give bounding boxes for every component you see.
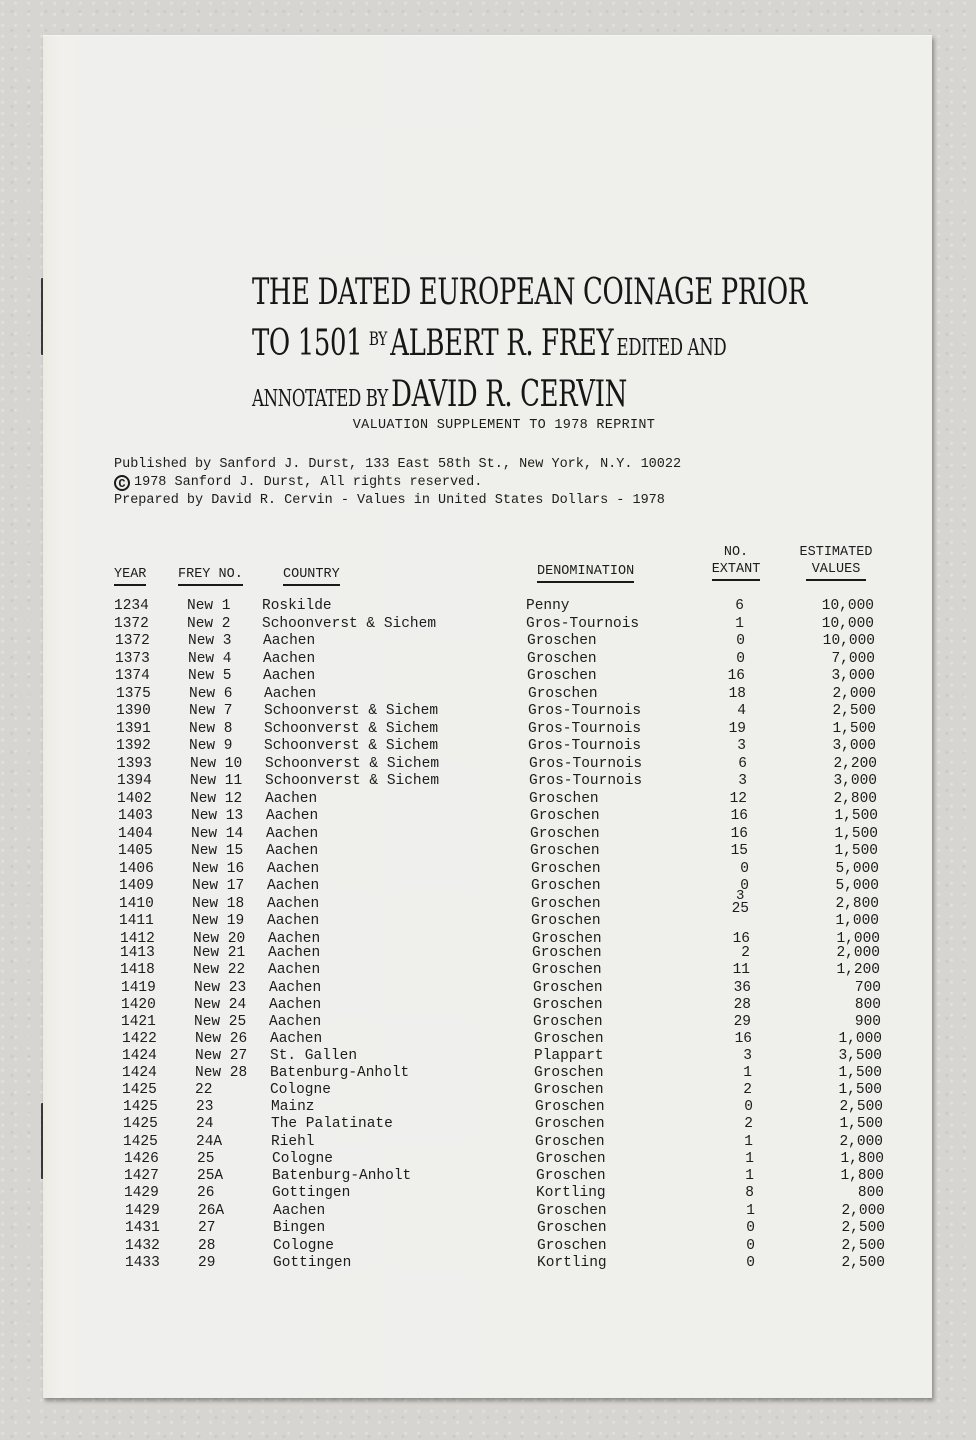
cell-no-extant: 2 xyxy=(743,1082,752,1098)
cell-denomination: Groschen xyxy=(531,896,601,912)
cell-estimated-value: 2,500 xyxy=(841,1238,885,1254)
header-label: ESTIMATED xyxy=(799,545,873,560)
cell-denomination: Groschen xyxy=(537,1220,607,1236)
cell-year: 1374 xyxy=(115,668,150,684)
title-text: THE DATED EUROPEAN COINAGE PRIOR xyxy=(252,272,807,313)
header-label: COUNTRY xyxy=(283,566,340,586)
cell-estimated-value: 1,800 xyxy=(840,1151,884,1167)
cell-country: Aachen xyxy=(269,997,322,1013)
cell-no-extant: 15 xyxy=(730,843,748,859)
cell-year: 1402 xyxy=(117,791,152,807)
cell-estimated-value: 1,500 xyxy=(838,1065,882,1081)
cell-frey-no: 29 xyxy=(198,1255,216,1271)
cell-frey-no: 23 xyxy=(196,1099,214,1115)
cell-denomination: Groschen xyxy=(537,1238,607,1254)
cell-denomination: Penny xyxy=(526,598,570,614)
cell-year: 1394 xyxy=(117,773,152,789)
title-text: ANNOTATED BY xyxy=(252,386,388,412)
cell-year: 1419 xyxy=(121,980,156,996)
cell-estimated-value: 2,800 xyxy=(833,791,877,807)
cell-frey-no: New 24 xyxy=(194,997,247,1013)
cell-year: 1425 xyxy=(123,1099,158,1115)
cell-extant-overprint: 3 xyxy=(736,888,745,904)
cell-estimated-value: 800 xyxy=(857,1185,884,1201)
cell-year: 1413 xyxy=(120,945,155,961)
cell-denomination: Gros-Tournois xyxy=(526,616,640,632)
cell-country: Schoonverst & Sichem xyxy=(265,756,440,772)
cell-denomination: Groschen xyxy=(527,668,597,684)
header-label: EXTANT xyxy=(712,561,761,581)
copyright-line xyxy=(114,474,681,492)
header-frey-no xyxy=(178,566,243,586)
cell-country: Cologne xyxy=(272,1151,333,1167)
cell-frey-no: 25 xyxy=(197,1151,215,1167)
cell-estimated-value: 2,500 xyxy=(841,1220,885,1236)
cell-country: Gottingen xyxy=(272,1185,351,1201)
cell-year: 1429 xyxy=(124,1185,159,1201)
cell-country: Roskilde xyxy=(262,598,332,614)
cell-no-extant: 0 xyxy=(736,651,745,667)
cell-denomination: Groschen xyxy=(532,945,602,961)
cell-frey-no: 27 xyxy=(198,1220,216,1236)
cell-estimated-value: 3,000 xyxy=(833,773,877,789)
title-text: EDITED AND xyxy=(616,335,727,361)
cell-no-extant: 3 xyxy=(737,738,746,754)
cell-estimated-value: 2,000 xyxy=(836,945,880,961)
cell-denomination: Kortling xyxy=(537,1255,607,1271)
cell-frey-no: New 13 xyxy=(191,808,244,824)
cell-frey-no: New 3 xyxy=(188,633,232,649)
cell-no-extant: 18 xyxy=(728,686,746,702)
cell-estimated-value: 2,500 xyxy=(832,703,876,719)
cell-year: 1425 xyxy=(122,1082,157,1098)
cell-country: Cologne xyxy=(273,1238,334,1254)
cell-frey-no: New 1 xyxy=(187,598,231,614)
cell-denomination: Groschen xyxy=(533,980,603,996)
cell-country: Aachen xyxy=(263,633,316,649)
cell-year: 1421 xyxy=(121,1014,156,1030)
cell-denomination: Gros-Tournois xyxy=(528,738,642,754)
cell-denomination: Groschen xyxy=(534,1065,604,1081)
cell-no-extant: 16 xyxy=(730,826,748,842)
cell-country: Aachen xyxy=(273,1203,326,1219)
cell-no-extant: 2 xyxy=(741,945,750,961)
cell-frey-no: New 28 xyxy=(195,1065,248,1081)
title-line-3 xyxy=(252,372,626,423)
cell-frey-no: New 17 xyxy=(192,878,245,894)
cell-frey-no: New 5 xyxy=(188,668,232,684)
title-line-1 xyxy=(252,270,807,321)
title-by: BY xyxy=(368,328,387,350)
copyright-icon: C xyxy=(114,475,130,491)
cell-no-extant: 1 xyxy=(743,1065,752,1081)
cell-estimated-value: 2,000 xyxy=(839,1134,883,1150)
cell-country: Schoonverst & Sichem xyxy=(264,703,439,719)
subtitle: VALUATION SUPPLEMENT TO 1978 REPRINT xyxy=(352,418,656,433)
cell-country: Riehl xyxy=(271,1134,315,1150)
cell-year: 1405 xyxy=(118,843,153,859)
cell-country: Aachen xyxy=(267,878,320,894)
cell-year: 1392 xyxy=(116,738,151,754)
cell-estimated-value: 3,000 xyxy=(832,738,876,754)
cell-frey-no: New 20 xyxy=(193,931,246,947)
cell-year: 1373 xyxy=(115,651,150,667)
cell-year: 1426 xyxy=(124,1151,159,1167)
cell-denomination: Groschen xyxy=(530,826,600,842)
cell-country: Aachen xyxy=(269,980,322,996)
cell-estimated-value: 1,000 xyxy=(836,931,880,947)
cell-country: Aachen xyxy=(263,668,316,684)
cell-denomination: Groschen xyxy=(535,1134,605,1150)
cell-frey-no: New 7 xyxy=(189,703,233,719)
cell-year: 1425 xyxy=(123,1134,158,1150)
cell-frey-no: New 23 xyxy=(194,980,247,996)
cell-no-extant: 16 xyxy=(730,808,748,824)
cell-year: 1234 xyxy=(114,598,149,614)
cell-denomination: Gros-Tournois xyxy=(528,721,642,737)
header-estimated-values xyxy=(786,544,886,581)
cell-frey-no: New 25 xyxy=(194,1014,247,1030)
editor-name: DAVID R. CERVIN xyxy=(391,374,627,415)
cell-country: Aachen xyxy=(265,791,318,807)
cell-country: Bingen xyxy=(273,1220,326,1236)
cell-year: 1375 xyxy=(116,686,151,702)
cell-frey-no: 25A xyxy=(197,1168,224,1184)
cell-estimated-value: 5,000 xyxy=(835,878,879,894)
cell-country: Aachen xyxy=(266,808,319,824)
cell-no-extant: 0 xyxy=(736,633,745,649)
cell-no-extant: 0 xyxy=(746,1238,755,1254)
cell-no-extant: 16 xyxy=(727,668,745,684)
cell-year: 1431 xyxy=(125,1220,160,1236)
cell-frey-no: 26 xyxy=(197,1185,215,1201)
header-no-extant xyxy=(703,544,769,581)
cell-country: Aachen xyxy=(267,896,320,912)
cell-year: 1391 xyxy=(116,721,151,737)
cell-no-extant: 29 xyxy=(733,1014,751,1030)
cell-year: 1409 xyxy=(119,878,154,894)
cell-year: 1425 xyxy=(123,1116,158,1132)
cell-country: Aachen xyxy=(264,686,317,702)
cell-frey-no: New 26 xyxy=(195,1031,248,1047)
cell-denomination: Kortling xyxy=(536,1185,606,1201)
cell-year: 1393 xyxy=(117,756,152,772)
cell-estimated-value: 800 xyxy=(854,997,881,1013)
cell-denomination: Groschen xyxy=(531,878,601,894)
cell-no-extant: 1 xyxy=(735,616,744,632)
cell-country: Batenburg-Anholt xyxy=(272,1168,412,1184)
cell-country: Aachen xyxy=(267,913,320,929)
cell-no-extant: 1 xyxy=(745,1151,754,1167)
cell-country: Schoonverst & Sichem xyxy=(262,616,437,632)
cell-country: Schoonverst & Sichem xyxy=(264,738,439,754)
cell-no-extant: 0 xyxy=(746,1255,755,1271)
cell-denomination: Gros-Tournois xyxy=(529,756,643,772)
header-country xyxy=(283,566,340,586)
cell-no-extant: 0 xyxy=(740,878,749,894)
cell-country: Gottingen xyxy=(273,1255,352,1271)
cell-frey-no: New 8 xyxy=(189,721,233,737)
cell-denomination: Groschen xyxy=(535,1116,605,1132)
cell-frey-no: New 14 xyxy=(191,826,244,842)
cell-country: Aachen xyxy=(269,1014,322,1030)
cell-estimated-value: 1,500 xyxy=(834,826,878,842)
cell-country: Schoonverst & Sichem xyxy=(265,773,440,789)
cell-frey-no: New 19 xyxy=(192,913,245,929)
cell-estimated-value: 2,000 xyxy=(832,686,876,702)
cell-no-extant: 2 xyxy=(744,1116,753,1132)
cell-estimated-value: 1,500 xyxy=(832,721,876,737)
cell-no-extant: 4 xyxy=(737,703,746,719)
cell-estimated-value: 1,500 xyxy=(839,1116,883,1132)
cell-country: Aachen xyxy=(266,843,319,859)
cell-frey-no: New 9 xyxy=(189,738,233,754)
cell-denomination: Groschen xyxy=(527,651,597,667)
cell-country: The Palatinate xyxy=(271,1116,393,1132)
cell-estimated-value: 10,000 xyxy=(822,633,875,649)
cell-no-extant: 6 xyxy=(735,598,744,614)
header-year xyxy=(114,566,146,586)
cell-denomination: Groschen xyxy=(529,791,599,807)
cell-year: 1411 xyxy=(119,913,154,929)
document-title xyxy=(252,270,807,423)
cell-estimated-value: 1,800 xyxy=(840,1168,884,1184)
cell-estimated-value: 1,500 xyxy=(834,843,878,859)
cell-denomination: Groschen xyxy=(534,1082,604,1098)
cell-estimated-value: 3,000 xyxy=(831,668,875,684)
cell-denomination: Groschen xyxy=(537,1203,607,1219)
cell-denomination: Groschen xyxy=(533,1014,603,1030)
cell-year: 1372 xyxy=(115,633,150,649)
cell-no-extant: 1 xyxy=(745,1168,754,1184)
cell-country: Aachen xyxy=(263,651,316,667)
cell-country: Cologne xyxy=(270,1082,331,1098)
cell-denomination: Groschen xyxy=(528,686,598,702)
cell-no-extant: 25 xyxy=(731,901,749,917)
cell-estimated-value: 700 xyxy=(854,980,881,996)
cell-no-extant: 19 xyxy=(728,721,746,737)
cell-estimated-value: 1,000 xyxy=(835,913,879,929)
cell-estimated-value: 5,000 xyxy=(835,861,879,877)
prepared-line: Prepared by David R. Cervin - Values in United States Dollars - 1978 xyxy=(114,493,665,508)
cell-estimated-value: 1,500 xyxy=(838,1082,882,1098)
cell-year: 1429 xyxy=(125,1203,160,1219)
cell-frey-no: 28 xyxy=(198,1238,216,1254)
author-name: ALBERT R. FREY xyxy=(390,323,614,364)
cell-frey-no: New 6 xyxy=(189,686,233,702)
cell-country: Aachen xyxy=(268,962,321,978)
cell-no-extant: 1 xyxy=(746,1203,755,1219)
cell-estimated-value: 2,800 xyxy=(835,896,879,912)
cell-year: 1427 xyxy=(124,1168,159,1184)
header-label: YEAR xyxy=(114,566,146,586)
cell-frey-no: 26A xyxy=(198,1203,225,1219)
cell-country: Mainz xyxy=(271,1099,315,1115)
cell-no-extant: 11 xyxy=(732,962,750,978)
cell-frey-no: New 4 xyxy=(188,651,232,667)
cell-country: Aachen xyxy=(268,931,321,947)
cell-no-extant: 36 xyxy=(733,980,751,996)
cell-denomination: Groschen xyxy=(533,997,603,1013)
cell-denomination: Groschen xyxy=(530,843,600,859)
cell-estimated-value: 10,000 xyxy=(821,616,874,632)
cell-no-extant: 0 xyxy=(746,1220,755,1236)
cell-frey-no: New 10 xyxy=(190,756,243,772)
cell-no-extant: 28 xyxy=(733,997,751,1013)
cell-country: Aachen xyxy=(270,1031,323,1047)
cell-year: 1410 xyxy=(119,896,154,912)
cell-country: Aachen xyxy=(268,945,321,961)
cell-denomination: Groschen xyxy=(535,1099,605,1115)
cell-estimated-value: 7,000 xyxy=(831,651,875,667)
publisher-line: Published by Sanford J. Durst, 133 East 58th St., New York, N.Y. 10022 xyxy=(114,457,682,472)
cell-frey-no: New 21 xyxy=(193,945,246,961)
cell-no-extant: 3 xyxy=(743,1048,752,1064)
header-denomination xyxy=(537,563,634,583)
cell-frey-no: New 16 xyxy=(192,861,245,877)
cell-denomination: Gros-Tournois xyxy=(529,773,643,789)
cell-estimated-value: 1,200 xyxy=(836,962,880,978)
header-label: VALUES xyxy=(806,561,867,581)
cell-frey-no: 24A xyxy=(196,1134,223,1150)
header-label: DENOMINATION xyxy=(537,563,634,583)
publication-info xyxy=(114,456,681,510)
cell-year: 1390 xyxy=(116,703,151,719)
cell-estimated-value: 10,000 xyxy=(821,598,874,614)
cell-estimated-value: 2,000 xyxy=(841,1203,885,1219)
cell-year: 1406 xyxy=(119,861,154,877)
cell-frey-no: New 12 xyxy=(190,791,243,807)
cell-frey-no: 22 xyxy=(195,1082,213,1098)
cell-year: 1404 xyxy=(118,826,153,842)
cell-no-extant: 0 xyxy=(740,861,749,877)
cell-country: Schoonverst & Sichem xyxy=(264,721,439,737)
cell-estimated-value: 2,500 xyxy=(841,1255,885,1271)
cell-no-extant: 8 xyxy=(745,1185,754,1201)
cell-denomination: Groschen xyxy=(536,1151,606,1167)
cell-year: 1433 xyxy=(125,1255,160,1271)
cell-frey-no: New 11 xyxy=(190,773,243,789)
cell-estimated-value: 2,500 xyxy=(839,1099,883,1115)
cell-no-extant: 1 xyxy=(744,1134,753,1150)
cell-no-extant: 16 xyxy=(734,1031,752,1047)
cell-no-extant: 3 xyxy=(738,773,747,789)
cell-denomination: Gros-Tournois xyxy=(528,703,642,719)
cell-denomination: Groschen xyxy=(534,1031,604,1047)
copyright-text: 1978 Sanford J. Durst, All rights reserved. xyxy=(134,475,483,490)
cell-estimated-value: 1,500 xyxy=(834,808,878,824)
header-label: NO. xyxy=(723,545,749,560)
cell-year: 1418 xyxy=(120,962,155,978)
cell-frey-no: New 15 xyxy=(191,843,244,859)
cell-estimated-value: 3,500 xyxy=(838,1048,882,1064)
cell-country: Aachen xyxy=(267,861,320,877)
cell-year: 1424 xyxy=(122,1065,157,1081)
cell-frey-no: 24 xyxy=(196,1116,214,1132)
cell-denomination: Groschen xyxy=(536,1168,606,1184)
cell-frey-no: New 22 xyxy=(193,962,246,978)
cell-denomination: Groschen xyxy=(532,931,602,947)
cell-year: 1424 xyxy=(122,1048,157,1064)
cell-no-extant: 6 xyxy=(738,756,747,772)
cell-frey-no: New 2 xyxy=(187,616,231,632)
cell-denomination: Groschen xyxy=(531,913,601,929)
cell-frey-no: New 18 xyxy=(192,896,245,912)
cell-estimated-value: 2,200 xyxy=(833,756,877,772)
header-label: FREY NO. xyxy=(178,566,243,586)
cell-denomination: Groschen xyxy=(527,633,597,649)
cell-no-extant: 0 xyxy=(744,1099,753,1115)
title-line-2 xyxy=(252,321,727,372)
cell-year: 1403 xyxy=(118,808,153,824)
cell-year: 1422 xyxy=(122,1031,157,1047)
cell-no-extant: 12 xyxy=(729,791,747,807)
cell-country: Aachen xyxy=(266,826,319,842)
cell-frey-no: New 27 xyxy=(195,1048,248,1064)
cell-country: St. Gallen xyxy=(270,1048,358,1064)
cell-no-extant: 16 xyxy=(732,931,750,947)
cell-denomination: Groschen xyxy=(532,962,602,978)
title-text: TO 1501 xyxy=(252,323,363,364)
cell-year: 1420 xyxy=(121,997,156,1013)
cell-year: 1372 xyxy=(114,616,149,632)
cell-estimated-value: 900 xyxy=(854,1014,881,1030)
cell-denomination: Groschen xyxy=(531,861,601,877)
cell-denomination: Plappart xyxy=(534,1048,604,1064)
cell-year: 1412 xyxy=(120,931,155,947)
cell-country: Batenburg-Anholt xyxy=(270,1065,410,1081)
cell-estimated-value: 1,000 xyxy=(838,1031,882,1047)
cell-year: 1432 xyxy=(125,1238,160,1254)
cell-denomination: Groschen xyxy=(530,808,600,824)
